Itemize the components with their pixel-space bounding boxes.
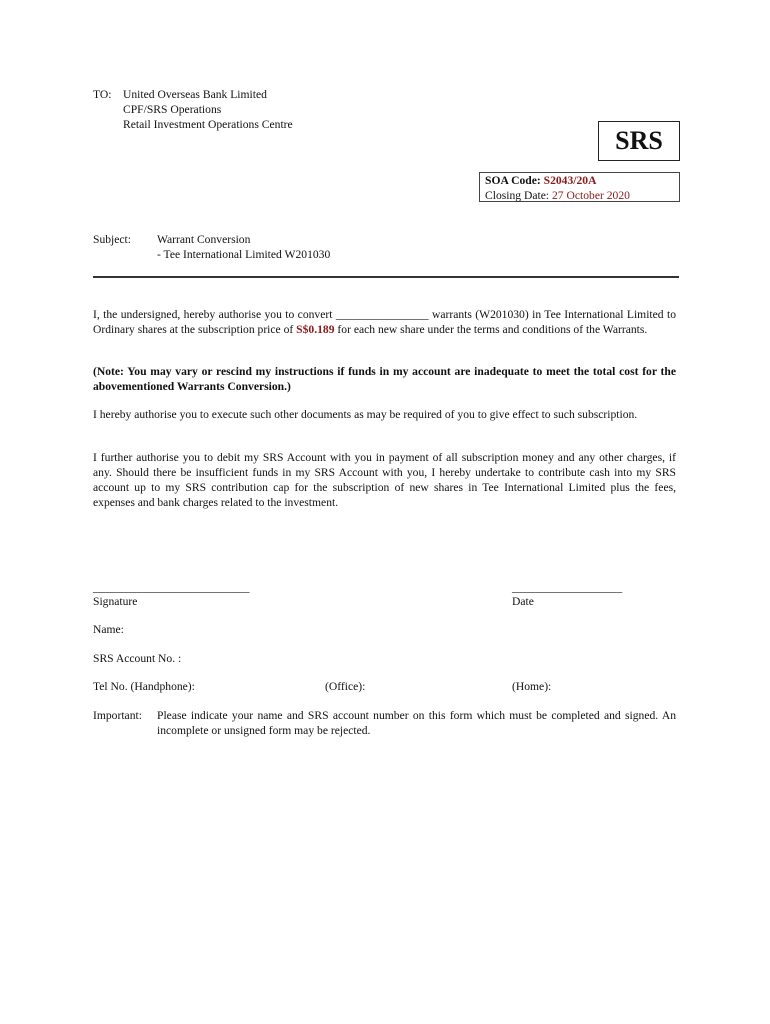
tel-office-label: (Office): (325, 680, 366, 693)
tel-home-label: (Home): (512, 680, 552, 693)
soa-info-box (479, 172, 680, 202)
srs-title-box: SRS (598, 121, 680, 161)
documents-paragraph: I hereby authorise you to execute such other documents as may be required of you to give effect to such subscription. (93, 408, 638, 421)
signature-line: ___________________________ (93, 581, 250, 594)
closing-date-value: 27 October 2020 (552, 188, 630, 202)
soa-code-row (485, 174, 679, 189)
signature-label: Signature (93, 595, 138, 608)
important-text: Please indicate your name and SRS account number on this form which must be completed and signed. An incomplete or unsigned form may be rejected. (157, 709, 676, 737)
closing-date-row (485, 189, 679, 204)
authorisation-paragraph (93, 307, 676, 337)
closing-date-label: Closing Date: (485, 188, 550, 202)
addressee-line-3: Retail Investment Operations Centre (123, 118, 293, 131)
subject-line-1: Warrant Conversion (157, 233, 251, 246)
soa-code-label: SOA Code: (485, 174, 541, 187)
debit-paragraph: I further authorise you to debit my SRS Account with you in payment of all subscription money and any other charges, if any. Should there be insufficient funds in my SRS Account with you, I hereby undertake to contribute cash into my SRS account up to my SRS contribution cap for the subscription of new shares in Tee International Limited plus the fees, expenses and bank charges related to the investment. (93, 451, 676, 509)
srs-account-label: SRS Account No. : (93, 652, 182, 665)
horizontal-divider (93, 276, 679, 278)
authorisation-text-b: for each new share under the terms and conditions of the Warrants. (337, 323, 648, 336)
subscription-price: S$0.189 (296, 323, 335, 336)
subject-line-2: - Tee International Limited W201030 (157, 248, 331, 261)
important-label: Important: (93, 709, 142, 722)
name-label: Name: (93, 623, 124, 636)
tel-handphone-label: Tel No. (Handphone): (93, 680, 195, 693)
date-line: ___________________ (512, 581, 623, 594)
addressee-line-1: United Overseas Bank Limited (123, 88, 267, 101)
subject-label: Subject: (93, 233, 131, 246)
authorisation-text-a: I, the undersigned, hereby authorise you to convert ________________ warrants (W201030) in Tee International Limited to Ordinary shares at the subscription price of (93, 308, 676, 336)
note-paragraph: (Note: You may vary or rescind my instructions if funds in my account are inadequate to meet the total cost for the abovementioned Warrants Conversion.) (93, 365, 676, 393)
to-label: TO: (93, 88, 112, 101)
date-label: Date (512, 595, 534, 608)
addressee-line-2: CPF/SRS Operations (123, 103, 222, 116)
soa-code-value: S2043/20A (543, 174, 597, 187)
